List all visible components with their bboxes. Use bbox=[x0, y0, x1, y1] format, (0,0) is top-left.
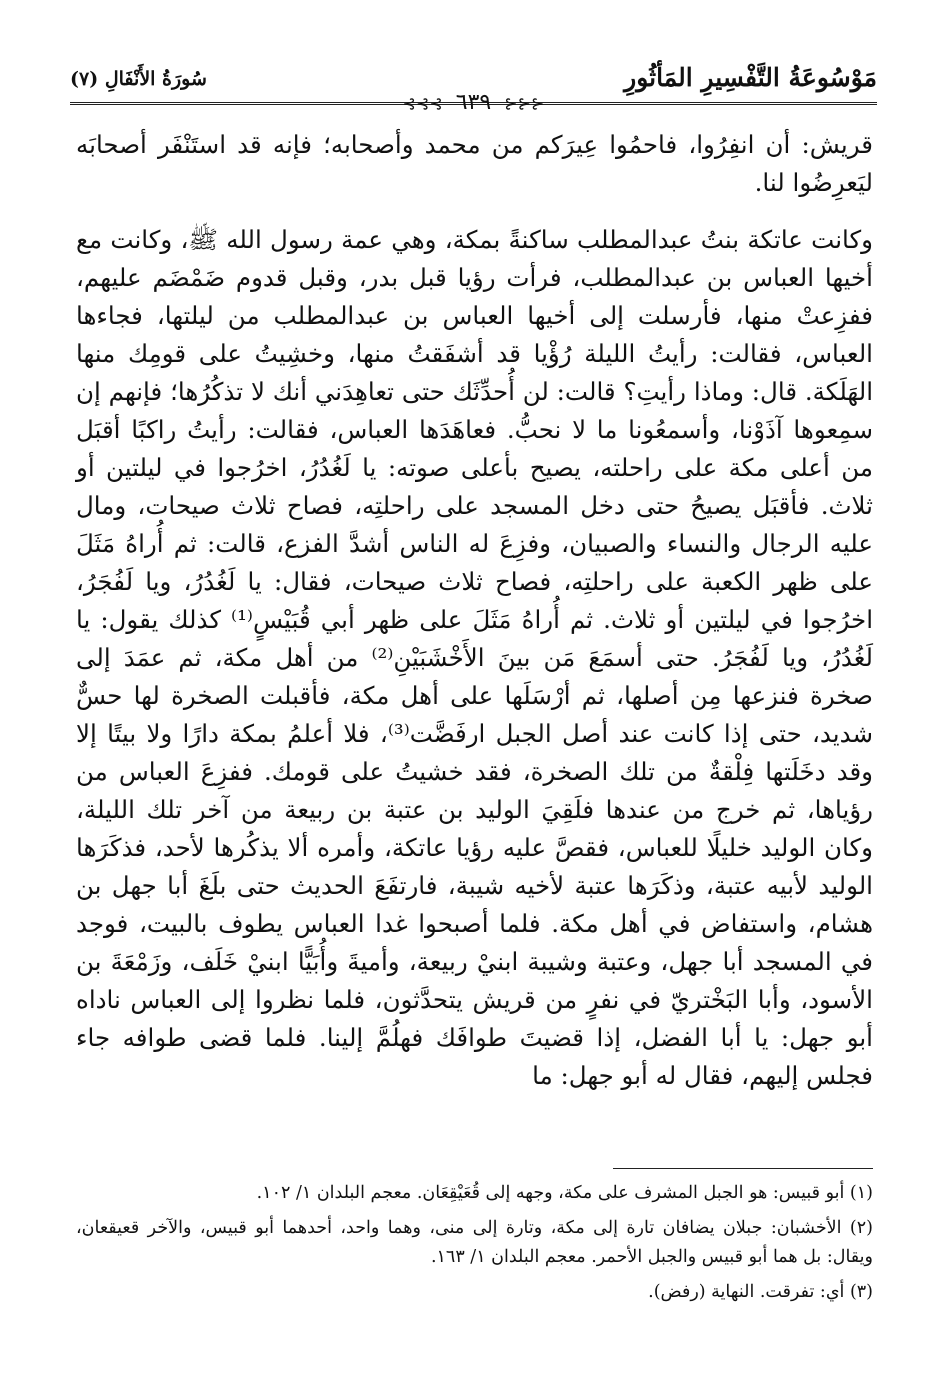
footnote: (١) أبو قبيس: هو الجبل المشرف على مكة، وجهه إلى قُعَيْقِعَان. معجم البلدان ١/ ١٠٢. bbox=[256, 1183, 873, 1203]
paragraph: قريش: أن انفِرُوا، فاحمُوا عِيرَكم من محمد وأصحابه؛ فإنه قد استَنْفَر أصحابَه ليَعرِضُوا لنا. bbox=[76, 130, 873, 197]
footnote-rule bbox=[613, 1168, 873, 1169]
paragraph: وكانت عاتكة بنتُ عبدالمطلب ساكنةً بمكة، وهي عمة رسول الله ﷺ، وكانت مع أخيها العباس بن عبدالمطلب، فرأت رؤيا قبل بدر، وقبل قدوم ضَمْضَم عليهم، ففزِعتْ منها، فأرسلت إلى أخيها العباس بن عبدالمطلب من ليلتها، فجاءها العباس، فقالت: رأيتُ الليلة رُؤْيا قد أشفَقتُ منها، وخشِيتُ على قومِك منها الهَلَكة. قال: وماذا رأيتِ؟ قالت: لن أُحدِّثَك حتى تعاهِدَني أنك لا تذكُرُها؛ فإنهم إن سمِعوها آذَوْنا، وأسمعُونا ما لا نحبُّ. فعاهَدَها العباس، فقالت: رأيتُ راكبًا أقبَل من أعلى مكة على راحلته، يصيح بأعلى صوته: يا لَغُدُرُ، اخرُجوا في ليلتين أو ثلاث. فأقبَل يصيحُ حتى دخل المسجد على راحلتِه، فصاح ثلاث صيحات، ومال عليه الرجال والنساء والصبيان، وفزِعَ له الناس أشدَّ الفزع، قالت: ثم أُراهُ مَثَلَ على ظهر الكعبة على راحلتِه، فصاح ثلاث صيحات، فقال: يا لَغُدُرُ، ويا لَفُجَرُ، اخرُجوا في ليلتين أو ثلاث. ثم أُراهُ مَثَلَ على ظهر أبي قُبَيْسٍ⁽¹⁾ كذلك يقول: يا لَغُدُرُ، ويا لَفُجَرُ. حتى أسمَعَ مَن بينَ الأَخْشَبَيْنِ⁽²⁾ من أهل مكة، ثم عمَدَ إلى صخرة فنزعها مِن أصلها، ثم أرْسَلَها على أهل مكة، فأقبلت الصخرة لها حسٌّ شديد، حتى إذا كانت عند أصل الجبل ارفَضَّت⁽³⁾، فلا أعلمُ بمكة دارًا ولا بيتًا إلا وقد دخَلَتها فِلْقةٌ من تلك الصخرة، فقد خشيتُ على قومك. ففزِعَ العباس من رؤياها، ثم خرج من عندها فلَقِيَ الوليد بن عتبة بن ربيعة من آخر تلك الليلة، وكان الوليد خليلًا للعباس، فقصَّ عليه رؤيا عاتكة، وأمره ألا يذكُرها لأحد، فذكَرَها الوليد لأبيه عتبة، وذكَرَها عتبة لأخيه شيبة، فارتفَعَ الحديث حتى بلَغَ أبا جهل بن هشام، واستفاض في أهل مكة. فلما أصبحوا غدا العباس يطوف بالبيت، فوجد في المسجد أبا جهل، وعتبة وشيبة ابنيْ ربيعة، وأميةَ وأُبَيًّا ابنيْ خَلَف، وزَمْعَةَ بن الأسود، وأبا البَخْتريّ في نفرٍ من قريش يتحدَّثون، فلما نظروا إلى العباس ناداه أبو جهل: يا أبا الفضل، إذا قضيتَ طوافَك فهلُمَّ إلينا. فلما قضى طوافه جاء فجلس إليهم، فقال له أبو جهل: ما bbox=[76, 225, 873, 1090]
ornament-icon: ⊱⊱⊱ bbox=[402, 94, 443, 113]
page-number: ٦٣٩ bbox=[455, 90, 492, 115]
surah-title: سُورَةُ الأَنْفَالِ (٧) bbox=[70, 68, 207, 90]
page-number-line bbox=[0, 88, 947, 119]
main-text bbox=[76, 126, 873, 1095]
footnote: (٣) أي: تفرقت. النهاية (رفض). bbox=[648, 1282, 873, 1302]
ornament-icon: ⊰⊰⊰ bbox=[504, 94, 545, 113]
series-title: مَوْسُوعَةُ التَّفْسِيرِ المَأثُورِ bbox=[624, 63, 877, 92]
footnotes bbox=[76, 1168, 873, 1313]
footnote: (٢) الأخشبان: جبلان يضافان تارة إلى مكة، وتارة إلى منى، وهما واحد، أحدهما أبو قبيس، والآخر قعيقعان، ويقال: بل هما أبو قبيس والجبل الأحمر. معجم البلدان ١/ ١٦٣. bbox=[76, 1218, 873, 1267]
